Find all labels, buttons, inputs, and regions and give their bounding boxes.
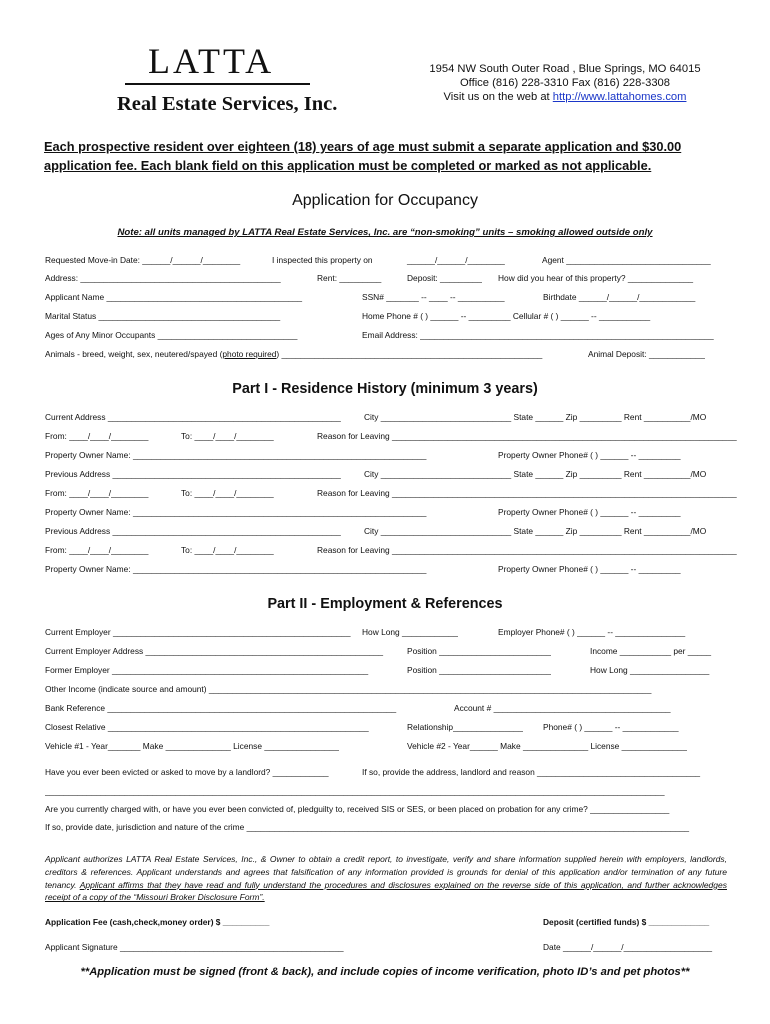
rent-field[interactable]: Rent: _________ [317,273,382,283]
from-date-field[interactable]: From: ____/____/________ [45,488,149,498]
how-long-field[interactable]: How Long ____________ [362,627,458,637]
former-position-field[interactable]: Position ________________________ [407,665,551,675]
relative-phone-field[interactable]: Phone# ( ) ______ -- ____________ [543,722,679,732]
website-line [400,91,730,103]
relationship-field[interactable]: Relationship_______________ [407,722,523,732]
city-state-zip-rent-field[interactable]: City ____________________________ State ______ Zip _________ Rent __________/MO [364,412,707,422]
birthdate-field[interactable]: Birthdate ______/______/____________ [543,292,696,302]
authorization-text: Applicant authorizes LATTA Real Estate Services, Inc., & Owner to obtain a credit report, to investigate, verify and share information supplied herein with employers, landlords, creditors & references. Applicant understands and agrees that falsification of any information provided is grounds for denial of this application and/or termination of any future tenancy. [45,854,727,890]
logo-subtitle: Real Estate Services, Inc. [117,93,338,115]
ssn-field[interactable]: SSN# _______ -- ____ -- __________ [362,292,505,302]
position-field[interactable]: Position ________________________ [407,646,551,656]
move-in-date-field[interactable]: Requested Move-in Date: ______/______/________ [45,255,241,265]
smoking-note: Note: all units managed by LATTA Real Estate Services, Inc. are “non-smoking” units – smoking allowed outside only [117,227,653,238]
from-date-field[interactable]: From: ____/____/________ [45,431,149,441]
account-number-field[interactable]: Account # ______________________________________ [454,703,671,713]
website-prefix: Visit us on the web at [443,91,553,103]
authorization-affirmation: Applicant affirms that they have read and fully understand the procedures and disclosures explained on the reverse side of this application, and further acknowledges receipt of a copy of the “Missouri Broker Disclosure Form”. [45,879,727,903]
owner-phone-field[interactable]: Property Owner Phone# ( ) ______ -- _________ [498,507,681,517]
marital-status-field[interactable]: Marital Status _______________________________________ [45,311,281,321]
fee-notice-line2: application fee. Each blank field on this application must be completed or marked as not applicable. [44,158,652,173]
logo-rule [125,83,310,85]
authorization-paragraph [45,853,727,904]
inspected-label: I inspected this property on [272,255,373,265]
city-state-zip-rent-field[interactable]: City ____________________________ State ______ Zip _________ Rent __________/MO [364,469,707,479]
animals-label: Animals - breed, weight, sex, neutered/spayed ( [45,349,223,359]
previous-address-field[interactable]: Previous Address _________________________________________________ [45,469,341,479]
employer-address-field[interactable]: Current Employer Address ___________________________________________________ [45,646,384,656]
email-field[interactable]: Email Address: _______________________________________________________________ [362,330,714,340]
eviction-details-field[interactable]: If so, provide the address, landlord and reason ___________________________________ [362,767,701,777]
animals-blank: ) ________________________________________________________ [276,349,543,359]
deposit-field[interactable]: Deposit: _________ [407,273,482,283]
animal-deposit-field[interactable]: Animal Deposit: ____________ [588,349,705,359]
eviction-field[interactable]: Have you ever been evicted or asked to move by a landlord? ____________ [45,767,329,777]
address-line: 1954 NW South Outer Road , Blue Springs, MO 64015 [429,63,701,75]
owner-phone-field[interactable]: Property Owner Phone# ( ) ______ -- _________ [498,450,681,460]
part2-heading: Part II - Employment & References [267,596,503,612]
applicant-name-field[interactable]: Applicant Name __________________________________________ [45,292,303,302]
photo-required-label: photo required [222,349,277,359]
former-how-long-field[interactable]: How Long _________________ [590,665,710,675]
agent-field[interactable]: Agent _______________________________ [542,255,711,265]
minor-occupants-field[interactable]: Ages of Any Minor Occupants ______________________________ [45,330,298,340]
vehicle1-field[interactable]: Vehicle #1 - Year_______ Make ______________ License ________________ [45,741,339,751]
application-fee-field[interactable]: Application Fee (cash,check,money order) $ __________ [45,917,270,927]
city-state-zip-rent-field[interactable]: City ____________________________ State ______ Zip _________ Rent __________/MO [364,526,707,536]
income-field[interactable]: Income ___________ per _____ [590,646,712,656]
address-field[interactable]: Address: ___________________________________________ [45,273,281,283]
office-address [400,63,730,103]
current-address-field[interactable]: Current Address __________________________________________________ [45,412,341,422]
crime-details-field[interactable]: If so, provide date, jurisdiction and nature of the crime _______________________________________________________________________________________________ [45,822,690,832]
logo-name: LATTA [148,41,275,81]
vehicle2-field[interactable]: Vehicle #2 - Year______ Make ______________ License ______________ [407,741,687,751]
other-income-field[interactable]: Other Income (indicate source and amount) _______________________________________________________________________________________________ [45,684,652,694]
former-employer-field[interactable]: Former Employer _______________________________________________________ [45,665,369,675]
owner-name-field[interactable]: Property Owner Name: _______________________________________________________________ [45,450,427,460]
fee-notice [44,137,681,175]
reason-leaving-field[interactable]: Reason for Leaving __________________________________________________________________________ [317,488,737,498]
owner-name-field[interactable]: Property Owner Name: _______________________________________________________________ [45,564,427,574]
part1-heading: Part I - Residence History (minimum 3 years) [232,381,538,397]
form-title: Application for Occupancy [292,192,478,209]
employer-phone-field[interactable]: Employer Phone# ( ) ______ -- _______________ [498,627,686,637]
signature-date-field[interactable]: Date ______/______/___________________ [543,942,713,952]
closest-relative-field[interactable]: Closest Relative ________________________________________________________ [45,722,369,732]
to-date-field[interactable]: To: ____/____/________ [181,431,274,441]
website-link[interactable]: http://www.lattahomes.com [552,91,687,103]
phone-fax-line: Office (816) 228-3310 Fax (816) 228-3308 [459,77,670,89]
bank-reference-field[interactable]: Bank Reference ______________________________________________________________ [45,703,397,713]
eviction-details-continued[interactable]: _____________________________________________________________________________________________________________________________________ [45,786,665,796]
to-date-field[interactable]: To: ____/____/________ [181,545,274,555]
previous-address-field[interactable]: Previous Address _________________________________________________ [45,526,341,536]
from-date-field[interactable]: From: ____/____/________ [45,545,149,555]
inspected-date-field[interactable]: ______/______/________ [407,255,505,265]
phone-numbers-field[interactable]: Home Phone # ( ) ______ -- _________ Cellular # ( ) ______ -- ___________ [362,311,651,321]
animals-field[interactable] [45,349,542,359]
crime-question-field[interactable]: Are you currently charged with, or have you ever been convicted of, pledguilty to, received SIS or SES, or been placed on probation for any crime? _________________ [45,804,670,814]
owner-name-field[interactable]: Property Owner Name: _______________________________________________________________ [45,507,427,517]
applicant-signature-field[interactable]: Applicant Signature ________________________________________________ [45,942,344,952]
reason-leaving-field[interactable]: Reason for Leaving __________________________________________________________________________ [317,545,737,555]
to-date-field[interactable]: To: ____/____/________ [181,488,274,498]
referral-source-field[interactable]: How did you hear of this property? ______________ [498,273,694,283]
fee-notice-line1: Each prospective resident over eighteen (18) years of age must submit a separate application and $30.00 [44,139,682,154]
reason-leaving-field[interactable]: Reason for Leaving __________________________________________________________________________ [317,431,737,441]
certified-deposit-field[interactable]: Deposit (certified funds) $ _____________ [543,917,710,927]
owner-phone-field[interactable]: Property Owner Phone# ( ) ______ -- _________ [498,564,681,574]
final-requirement-note: **Application must be signed (front & back), and include copies of income verification, photo ID’s and pet photos** [80,966,690,978]
current-employer-field[interactable]: Current Employer ___________________________________________________ [45,627,351,637]
